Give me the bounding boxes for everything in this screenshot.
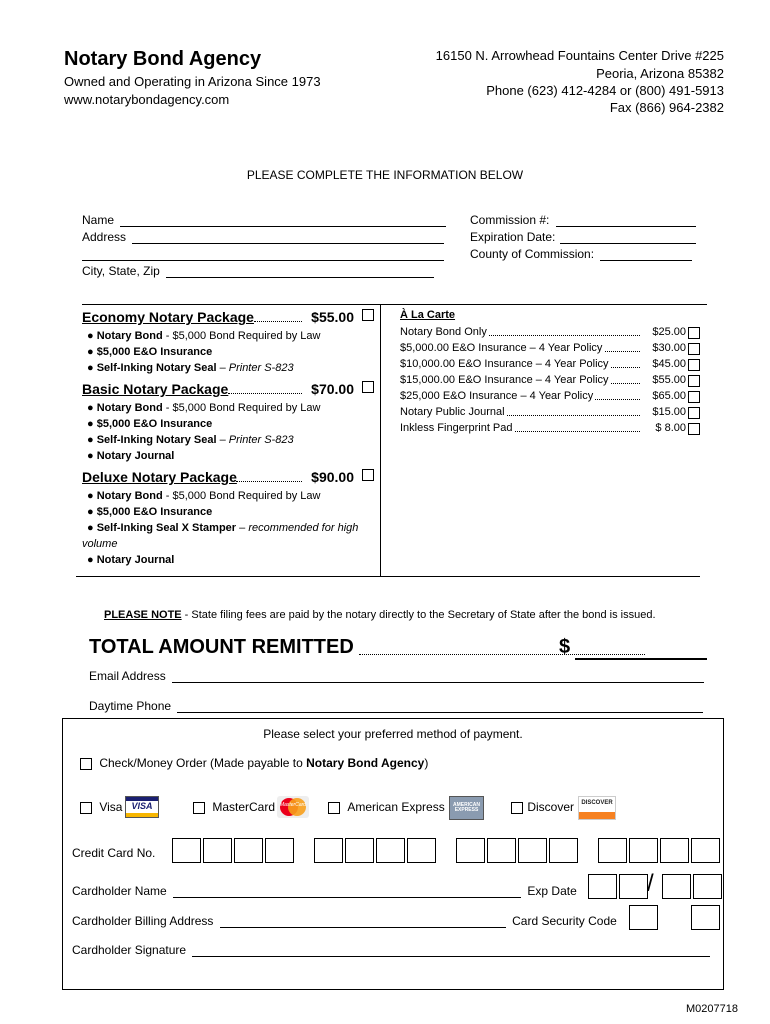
expiration-field[interactable] xyxy=(560,231,696,244)
alacarte-item-label: Inkless Fingerprint Pad xyxy=(400,422,513,434)
cc-digit-box[interactable] xyxy=(172,838,201,863)
package-item-bold: Notary Journal xyxy=(96,554,175,566)
alacarte-item-price: $15.00 xyxy=(652,406,686,418)
alacarte-item-price: $55.00 xyxy=(652,374,686,386)
exp-label: Exp Date xyxy=(527,884,577,898)
package-item-bold: Self-Inking Seal X Stamper xyxy=(96,522,237,534)
package-item-bold: Notary Bond xyxy=(96,490,163,502)
alacarte-checkbox[interactable] xyxy=(688,375,700,387)
company-address-line1: 16150 N. Arrowhead Fountains Center Drive #225 xyxy=(435,48,724,63)
company-address-line2: Peoria, Arizona 85382 xyxy=(596,66,724,81)
package-item-bold: Notary Bond xyxy=(96,402,163,414)
package-name: Basic Notary Package xyxy=(82,381,229,397)
visa-label: Visa xyxy=(99,800,123,814)
package-title-row xyxy=(82,469,374,487)
cc-number-group-2 xyxy=(314,838,438,868)
cc-digit-box[interactable] xyxy=(456,838,485,863)
package-item-bold: Self-Inking Notary Seal xyxy=(96,362,217,374)
alacarte-item-price: $ 8.00 xyxy=(655,422,686,434)
package-item-italic: Printer S-823 xyxy=(228,434,294,446)
package-item-bold: Notary Bond xyxy=(96,330,163,342)
cc-digit-box[interactable] xyxy=(691,838,720,863)
company-name: Notary Bond Agency xyxy=(64,48,262,70)
bullet-icon: ● xyxy=(87,362,97,374)
mastercard-logo-icon xyxy=(277,796,309,818)
package-item-bold: $5,000 E&O Insurance xyxy=(96,506,213,518)
exp-year-boxes xyxy=(662,874,724,904)
amex-checkbox[interactable] xyxy=(328,802,340,814)
form-code: M0207718 xyxy=(686,1003,738,1015)
exp-year-box[interactable] xyxy=(693,874,722,899)
cc-digit-box[interactable] xyxy=(234,838,263,863)
commission-label: Commission #: xyxy=(470,213,550,227)
city-label: City, State, Zip xyxy=(82,264,160,278)
package-title-row xyxy=(82,309,374,327)
email-field[interactable] xyxy=(172,670,704,683)
package-name: Economy Notary Package xyxy=(82,309,254,325)
payment-heading: Please select your preferred method of payment. xyxy=(263,727,523,741)
alacarte-item xyxy=(400,358,700,374)
amex-label: American Express xyxy=(347,800,445,814)
amex-logo-text: AMERICAN EXPRESS xyxy=(453,802,480,813)
company-fax: Fax (866) 964-2382 xyxy=(609,100,724,115)
address-field[interactable] xyxy=(132,231,444,244)
package-item xyxy=(87,418,212,430)
alacarte-item xyxy=(400,390,700,406)
bullet-icon: ● xyxy=(87,330,97,342)
cc-digit-box[interactable] xyxy=(518,838,547,863)
bullet-icon: ● xyxy=(87,450,97,462)
package-item xyxy=(87,402,320,414)
amex-logo-icon xyxy=(449,796,484,820)
signature-label: Cardholder Signature xyxy=(72,943,187,957)
name-row xyxy=(82,213,446,227)
total-row xyxy=(89,636,707,662)
package-item xyxy=(87,330,320,342)
package-name: Deluxe Notary Package xyxy=(82,469,237,485)
package-price: $55.00 xyxy=(311,309,354,325)
alacarte-checkbox[interactable] xyxy=(688,343,700,355)
cardholder-label: Cardholder Name xyxy=(72,884,167,898)
mastercard-option[interactable] xyxy=(193,800,275,814)
package-item xyxy=(82,538,117,550)
security-label: Card Security Code xyxy=(512,914,617,928)
exp-year-box[interactable] xyxy=(662,874,691,899)
exp-boxes xyxy=(588,874,650,904)
mastercard-checkbox[interactable] xyxy=(193,802,205,814)
total-dots xyxy=(359,654,645,655)
section-divider-bottom xyxy=(76,576,700,577)
section-divider-vertical xyxy=(380,304,381,576)
package-item-text: – xyxy=(236,522,249,534)
phone-row xyxy=(89,699,703,713)
cc-digit-box[interactable] xyxy=(203,838,232,863)
expiration-label: Expiration Date: xyxy=(470,230,556,244)
commission-row xyxy=(470,213,696,227)
name-field[interactable] xyxy=(120,214,446,227)
note-label: PLEASE NOTE xyxy=(104,609,182,621)
check-label-post: ) xyxy=(424,756,429,770)
city-field[interactable] xyxy=(166,265,434,278)
alacarte-checkbox[interactable] xyxy=(688,327,700,339)
address-line2-field[interactable] xyxy=(82,260,444,261)
cc-digit-box[interactable] xyxy=(345,838,374,863)
cc-number-group-4 xyxy=(598,838,722,868)
please-note xyxy=(104,609,656,621)
alacarte-item-label: $25,000 E&O Insurance – 4 Year Policy xyxy=(400,390,594,402)
alacarte-checkbox[interactable] xyxy=(688,423,700,435)
instructions: PLEASE COMPLETE THE INFORMATION BELOW xyxy=(246,168,524,182)
alacarte-item xyxy=(400,326,700,342)
cc-number-group-3 xyxy=(456,838,580,868)
package-title-row xyxy=(82,381,374,399)
package-item xyxy=(87,434,294,446)
address-label: Address xyxy=(82,230,127,244)
alacarte-item-price: $65.00 xyxy=(652,390,686,402)
visa-logo-icon xyxy=(125,796,159,818)
package-item xyxy=(87,490,320,502)
signature-row xyxy=(72,943,710,957)
alacarte-item xyxy=(400,406,700,422)
bullet-icon: ● xyxy=(87,434,97,446)
alacarte-checkbox[interactable] xyxy=(688,359,700,371)
commission-field[interactable] xyxy=(556,214,696,227)
cc-digit-box[interactable] xyxy=(629,838,658,863)
cc-digit-box[interactable] xyxy=(487,838,516,863)
bullet-icon: ● xyxy=(87,402,97,414)
bullet-icon: ● xyxy=(87,490,97,502)
check-option[interactable] xyxy=(80,756,428,770)
city-row xyxy=(82,264,434,278)
phone-field[interactable] xyxy=(177,700,703,713)
cc-digit-box[interactable] xyxy=(265,838,294,863)
bullet-icon: ● xyxy=(87,506,97,518)
package-item-bold: $5,000 E&O Insurance xyxy=(96,418,213,430)
package-item-text: – xyxy=(216,362,229,374)
alacarte-checkbox[interactable] xyxy=(688,391,700,403)
package-item-italic: volume xyxy=(82,538,118,550)
package-checkbox[interactable] xyxy=(362,469,374,481)
county-field[interactable] xyxy=(600,248,692,261)
cardholder-row xyxy=(72,884,577,898)
alacarte-item-label: Notary Public Journal xyxy=(400,406,505,418)
package-item xyxy=(87,346,212,358)
address-row xyxy=(82,230,444,244)
total-amount-field[interactable] xyxy=(575,658,707,660)
alacarte-item-label: Notary Bond Only xyxy=(400,326,487,338)
signature-field[interactable] xyxy=(192,944,710,957)
package-checkbox[interactable] xyxy=(362,309,374,321)
total-currency: $ xyxy=(559,636,571,658)
cardholder-field[interactable] xyxy=(173,885,521,898)
package-checkbox[interactable] xyxy=(362,381,374,393)
security-digit-box[interactable] xyxy=(691,905,720,930)
package-dots xyxy=(236,481,302,482)
billing-label: Cardholder Billing Address xyxy=(72,914,214,928)
alacarte-item xyxy=(400,374,700,390)
cc-number-label: Credit Card No. xyxy=(72,846,156,860)
billing-row xyxy=(72,914,617,928)
bullet-icon: ● xyxy=(87,554,97,566)
billing-field[interactable] xyxy=(220,915,506,928)
package-item-text: – xyxy=(216,434,229,446)
county-row xyxy=(470,247,692,261)
visa-checkbox[interactable] xyxy=(80,802,92,814)
package-item-italic: recommended for high xyxy=(248,522,359,534)
alacarte-title: À La Carte xyxy=(400,309,456,321)
package-item xyxy=(87,506,212,518)
package-item xyxy=(87,554,174,566)
cc-digit-box[interactable] xyxy=(660,838,689,863)
package-item-bold: Self-Inking Notary Seal xyxy=(96,434,217,446)
package-item-italic: Printer S-823 xyxy=(228,362,294,374)
package-dots xyxy=(228,393,302,394)
total-label: TOTAL AMOUNT REMITTED xyxy=(89,636,354,658)
package-item-text: - $5,000 Bond Required by Law xyxy=(162,330,321,342)
cc-digit-box[interactable] xyxy=(407,838,436,863)
security-boxes xyxy=(629,905,722,935)
phone-label: Daytime Phone xyxy=(89,699,172,713)
visa-logo-text: VISA xyxy=(131,801,153,811)
security-digit-box[interactable] xyxy=(629,905,658,930)
bullet-icon: ● xyxy=(87,418,97,430)
discover-label: Discover xyxy=(527,800,575,814)
alacarte-item xyxy=(400,422,700,438)
alacarte-item xyxy=(400,342,700,358)
alacarte-item-label: $5,000.00 E&O Insurance – 4 Year Policy xyxy=(400,342,603,354)
expiration-row xyxy=(470,230,696,244)
cc-digit-box[interactable] xyxy=(376,838,405,863)
company-website: www.notarybondagency.com xyxy=(64,92,230,107)
package-item-bold: $5,000 E&O Insurance xyxy=(96,346,213,358)
package-dots xyxy=(254,321,302,322)
package-item-text: - $5,000 Bond Required by Law xyxy=(162,490,321,502)
cc-digit-box[interactable] xyxy=(314,838,343,863)
package-price: $90.00 xyxy=(311,469,354,485)
cc-digit-box[interactable] xyxy=(598,838,627,863)
note-text: - State filing fees are paid by the notary directly to the Secretary of State after the bond is issued. xyxy=(181,609,656,621)
alacarte-item-label: $10,000.00 E&O Insurance – 4 Year Policy xyxy=(400,358,609,370)
cc-digit-box[interactable] xyxy=(549,838,578,863)
check-label-pre: Check/Money Order (Made payable to xyxy=(99,756,307,770)
company-subtitle: Owned and Operating in Arizona Since 1973 xyxy=(64,74,321,89)
package-item xyxy=(87,522,358,534)
name-label: Name xyxy=(82,213,115,227)
exp-month-box[interactable] xyxy=(619,874,648,899)
email-row xyxy=(89,669,704,683)
alacarte-item-price: $25.00 xyxy=(652,326,686,338)
package-item xyxy=(87,450,174,462)
package-item xyxy=(87,362,294,374)
package-price: $70.00 xyxy=(311,381,354,397)
company-phone: Phone (623) 412-4284 or (800) 491-5913 xyxy=(486,83,724,98)
discover-logo-icon xyxy=(578,796,616,820)
county-label: County of Commission: xyxy=(470,247,595,261)
discover-logo-text: DISCOVER xyxy=(581,800,613,806)
check-label-bold: Notary Bond Agency xyxy=(306,756,425,770)
package-item-bold: Notary Journal xyxy=(96,450,175,462)
mastercard-logo-text: MasterCard xyxy=(279,802,307,808)
discover-checkbox[interactable] xyxy=(511,802,523,814)
email-label: Email Address xyxy=(89,669,166,683)
mastercard-label: MasterCard xyxy=(212,800,276,814)
exp-slash-icon: / xyxy=(647,870,654,897)
exp-month-box[interactable] xyxy=(588,874,617,899)
bullet-icon: ● xyxy=(87,346,97,358)
cc-number-group-1 xyxy=(172,838,296,868)
discover-option[interactable] xyxy=(511,800,574,814)
alacarte-item-label: $15,000.00 E&O Insurance – 4 Year Policy xyxy=(400,374,609,386)
bullet-icon: ● xyxy=(87,522,97,534)
alacarte-item-price: $30.00 xyxy=(652,342,686,354)
alacarte-checkbox[interactable] xyxy=(688,407,700,419)
check-checkbox[interactable] xyxy=(80,758,92,770)
section-divider-top xyxy=(82,304,707,305)
visa-option[interactable] xyxy=(80,800,122,814)
alacarte-item-price: $45.00 xyxy=(652,358,686,370)
amex-option[interactable] xyxy=(328,800,445,814)
package-item-text: - $5,000 Bond Required by Law xyxy=(162,402,321,414)
